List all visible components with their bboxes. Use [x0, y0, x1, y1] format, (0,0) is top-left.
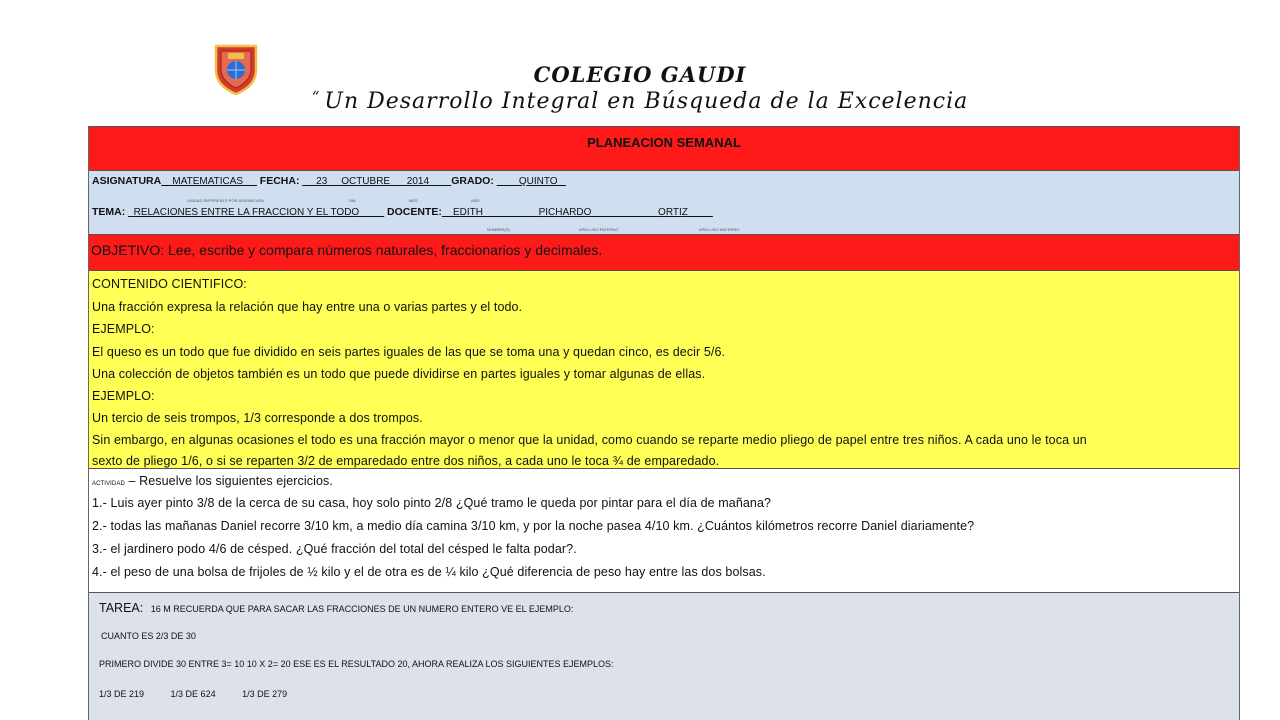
motto-text: Un Desarrollo Integral en Búsqueda de la Excelencia: [324, 89, 969, 114]
activity-item: 1.- Luis ayer pinto 3/8 de la cerca de su casa, hoy solo pinto 2/8 ¿Qué tramo le queda por pintar para el día de mañana?: [92, 496, 772, 510]
homework-explanation: PRIMERO DIVIDE 30 ENTRE 3= 10 10 X 2= 20 ESE ES EL RESULTADO 20, AHORA REALIZA LOS SIGUIENTES EJEMPLOS:: [99, 659, 614, 669]
activity-intro: [92, 474, 333, 488]
topic-label: TEMA:: [92, 206, 126, 218]
content-heading: CONTENIDO CIENTIFICO:: [92, 277, 247, 291]
weekly-planning-table: [88, 126, 1240, 720]
subject-value: MATEMATICAS: [172, 176, 244, 187]
content-line: EJEMPLO:: [92, 389, 155, 403]
homework-example: CUANTO ES 2/3 DE 30: [101, 631, 196, 641]
content-line: Una colección de objetos también es un todo que puede dividirse en partes iguales y tomar algunas de ellas.: [92, 367, 706, 381]
topic-value: RELACIONES ENTRE LA FRACCION Y EL TODO: [133, 207, 360, 218]
year-caption: AÑO: [471, 198, 480, 203]
activity-instruction: – Resuelve los siguientes ejercicios.: [124, 474, 333, 488]
grade-value: QUINTO: [518, 176, 558, 187]
activity-item: 4.- el peso de una bolsa de frijoles de ½ kilo y el de otra es de ¼ kilo ¿Qué diferencia de peso hay entre las dos bolsas.: [92, 565, 766, 579]
subject-date-grade-line: [92, 175, 566, 187]
day-caption: DÍA: [349, 198, 356, 203]
name-caption: NOMBRE(S): [487, 227, 510, 232]
planning-info-row: [89, 170, 1239, 234]
activity-item: 2.- todas las mañanas Daniel recorre 3/10 km, a medio día camina 3/10 km, y por la noche pasea 4/10 km. ¿Cuántos kilómetros recorre Daniel diariamente?: [92, 519, 975, 533]
teacher-lastname-paternal: PICHARDO: [538, 207, 592, 218]
maternal-caption: APELLIDO MATERNO: [699, 227, 740, 232]
month-caption: MES: [409, 198, 418, 203]
subject-caption: UNIDAD REFERENTE POR ASIGNATURA: [187, 198, 265, 203]
teacher-name: EDITH: [452, 207, 483, 218]
activity-item: 3.- el jardinero podo 4/6 de césped. ¿Qué fracción del total del césped le falta podar?.: [92, 542, 577, 556]
motto-quote: “: [311, 88, 321, 106]
grade-label: GRADO:: [451, 175, 494, 187]
homework-exercise: 1/3 DE 219: [99, 689, 145, 699]
homework-exercises: [99, 689, 287, 699]
subject-label: ASIGNATURA: [92, 175, 162, 187]
homework-intro-line: [99, 601, 573, 615]
teacher-lastname-maternal: ORTIZ: [658, 207, 688, 218]
objective-text: OBJETIVO: Lee, escribe y compara números naturales, fraccionarios y decimales.: [91, 242, 603, 258]
homework-exercise: 1/3 DE 279: [242, 689, 288, 699]
content-line: El queso es un todo que fue dividido en seis partes iguales de las que se toma una y quedan cinco, es decir 5/6.: [92, 345, 726, 359]
content-line: EJEMPLO:: [92, 322, 155, 336]
homework-exercise: 1/3 DE 624: [170, 689, 216, 699]
content-line: Un tercio de seis trompos, 1/3 corresponde a dos trompos.: [92, 411, 423, 425]
date-day: 23: [316, 176, 328, 187]
date-month: OCTUBRE: [341, 176, 391, 187]
teacher-label: DOCENTE:: [387, 206, 442, 218]
homework-row: [89, 592, 1239, 720]
content-row: [89, 270, 1239, 468]
homework-intro: 16 M RECUERDA QUE PARA SACAR LAS FRACCIONES DE UN NUMERO ENTERO VE EL EJEMPLO:: [150, 604, 574, 614]
content-line: sexto de pliego 1/6, o si se reparten 3/2 de emparedado entre dos niños, a cada uno le toca ¾ de emparedado.: [92, 454, 720, 468]
school-motto: [0, 88, 1280, 114]
content-line: Sin embargo, en algunas ocasiones el todo es una fracción mayor o menor que la unidad, como cuando se reparte medio pliego de papel entre tres niños. A cada uno le toca un: [92, 433, 1087, 447]
date-label: FECHA:: [259, 175, 300, 187]
date-year: 2014: [406, 176, 430, 187]
school-name: COLEGIO GAUDI: [533, 62, 747, 87]
activity-row: [89, 468, 1239, 592]
activity-label: ACTIVIDAD: [92, 481, 125, 487]
paternal-caption: APELLIDO PATERNO: [579, 227, 619, 232]
objective-row: [89, 234, 1239, 270]
topic-teacher-line: [92, 206, 713, 218]
homework-label: TAREA:: [99, 601, 144, 615]
content-line: Una fracción expresa la relación que hay entre una o varias partes y el todo.: [92, 300, 523, 314]
planning-title-row: [89, 126, 1239, 170]
planning-title: PLANEACION SEMANAL: [587, 135, 741, 150]
